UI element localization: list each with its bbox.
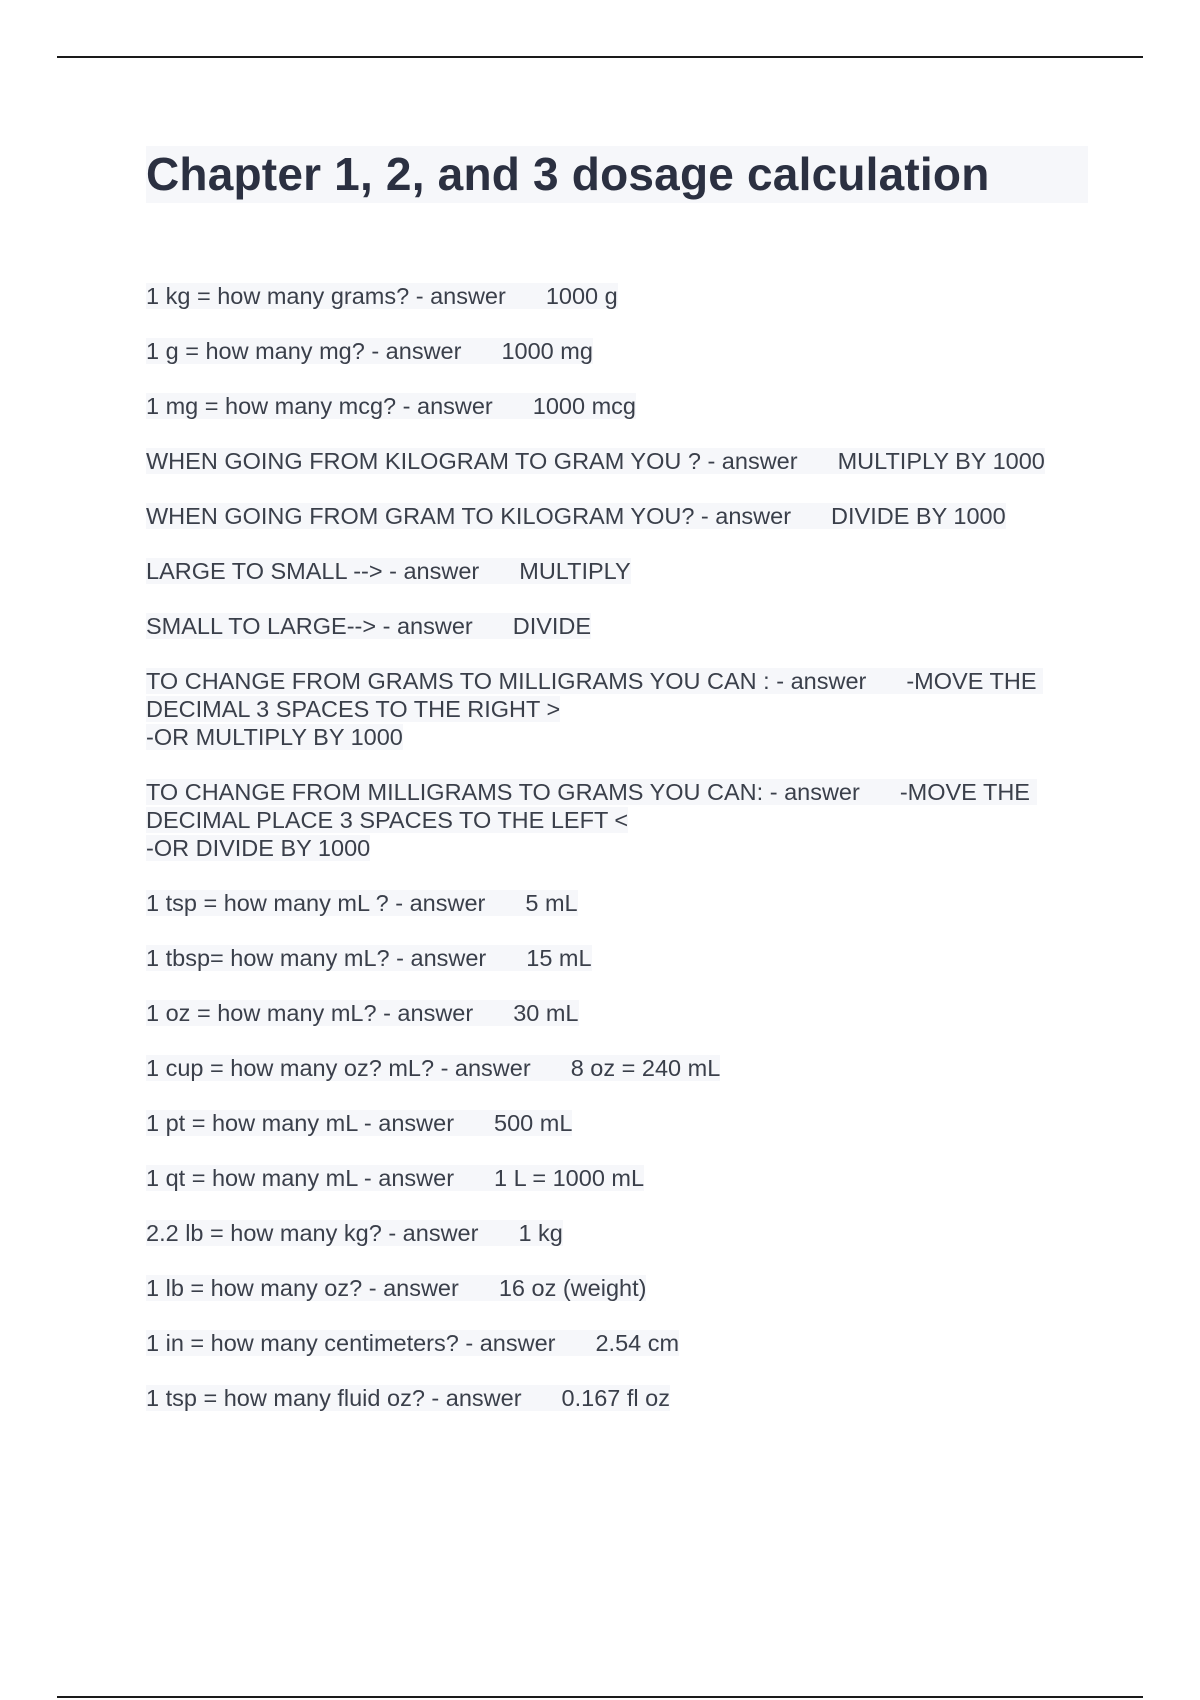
list-item	[146, 557, 1086, 585]
answer-text: 2.54 cm	[595, 1330, 680, 1356]
answer-text: DIVIDE BY 1000	[831, 503, 1006, 529]
answer-text: 15 mL	[526, 945, 592, 971]
answer-text: 1 L = 1000 mL	[494, 1165, 645, 1191]
answer-text: 16 oz (weight)	[498, 1275, 647, 1301]
list-item	[146, 282, 1086, 310]
list-item	[146, 944, 1086, 972]
question-text: 1 mg = how many mcg? - answer	[146, 393, 493, 419]
list-item	[146, 1329, 1086, 1357]
list-item	[146, 1164, 1086, 1192]
list-item	[146, 1219, 1086, 1247]
question-text: 1 in = how many centimeters? - answer	[146, 1330, 556, 1356]
question-text: 1 qt = how many mL - answer	[146, 1165, 455, 1191]
question-text: TO CHANGE FROM MILLIGRAMS TO GRAMS YOU CAN: - answer	[146, 779, 860, 805]
answer-text: 30 mL	[513, 1000, 579, 1026]
list-item	[146, 337, 1086, 365]
list-item	[146, 1054, 1086, 1082]
top-divider	[57, 56, 1143, 58]
page-title: Chapter 1, 2, and 3 dosage calculation	[146, 146, 1088, 203]
question-text: WHEN GOING FROM GRAM TO KILOGRAM YOU? - answer	[146, 503, 792, 529]
answer-text: 5 mL	[525, 890, 578, 916]
question-text: TO CHANGE FROM GRAMS TO MILLIGRAMS YOU CAN : - answer	[146, 668, 867, 694]
answer-text: 500 mL	[494, 1110, 573, 1136]
list-item	[146, 1384, 1086, 1412]
question-text: 1 kg = how many grams? - answer	[146, 283, 506, 309]
list-item	[146, 447, 1086, 475]
list-item	[146, 778, 1086, 862]
answer-text: 0.167 fl oz	[561, 1385, 670, 1411]
answer-text: MULTIPLY BY 1000	[837, 448, 1045, 474]
answer-text: 1000 mcg	[532, 393, 636, 419]
list-item	[146, 392, 1086, 420]
question-text: 1 tsp = how many mL ? - answer	[146, 890, 486, 916]
answer-text: 1000 mg	[501, 338, 593, 364]
list-item	[146, 889, 1086, 917]
question-text: WHEN GOING FROM KILOGRAM TO GRAM YOU ? - answer	[146, 448, 798, 474]
answer-text: MULTIPLY	[519, 558, 631, 584]
question-text: SMALL TO LARGE--> - answer	[146, 613, 473, 639]
list-item	[146, 667, 1086, 751]
question-text: LARGE TO SMALL --> - answer	[146, 558, 480, 584]
list-item	[146, 999, 1086, 1027]
list-item	[146, 1274, 1086, 1302]
question-text: 2.2 lb = how many kg? - answer	[146, 1220, 479, 1246]
question-text: 1 tbsp= how many mL? - answer	[146, 945, 487, 971]
list-item	[146, 502, 1086, 530]
answer-text: -MOVE THE DECIMAL PLACE 3 SPACES TO THE LEFT < -OR DIVIDE BY 1000	[146, 779, 1030, 861]
question-text: 1 tsp = how many fluid oz? - answer	[146, 1385, 522, 1411]
answer-text: 1000 g	[545, 283, 618, 309]
question-text: 1 pt = how many mL - answer	[146, 1110, 455, 1136]
answer-text: 8 oz = 240 mL	[570, 1055, 721, 1081]
list-item	[146, 612, 1086, 640]
list-item	[146, 1109, 1086, 1137]
bottom-divider	[57, 1696, 1143, 1698]
answer-text: DIVIDE	[512, 613, 592, 639]
question-text: 1 lb = how many oz? - answer	[146, 1275, 459, 1301]
answer-text: 1 kg	[518, 1220, 563, 1246]
question-text: 1 cup = how many oz? mL? - answer	[146, 1055, 531, 1081]
qa-list	[146, 282, 1086, 1439]
answer-text: -MOVE THE DECIMAL 3 SPACES TO THE RIGHT > -OR MULTIPLY BY 1000	[146, 668, 1037, 750]
question-text: 1 g = how many mg? - answer	[146, 338, 462, 364]
question-text: 1 oz = how many mL? - answer	[146, 1000, 474, 1026]
